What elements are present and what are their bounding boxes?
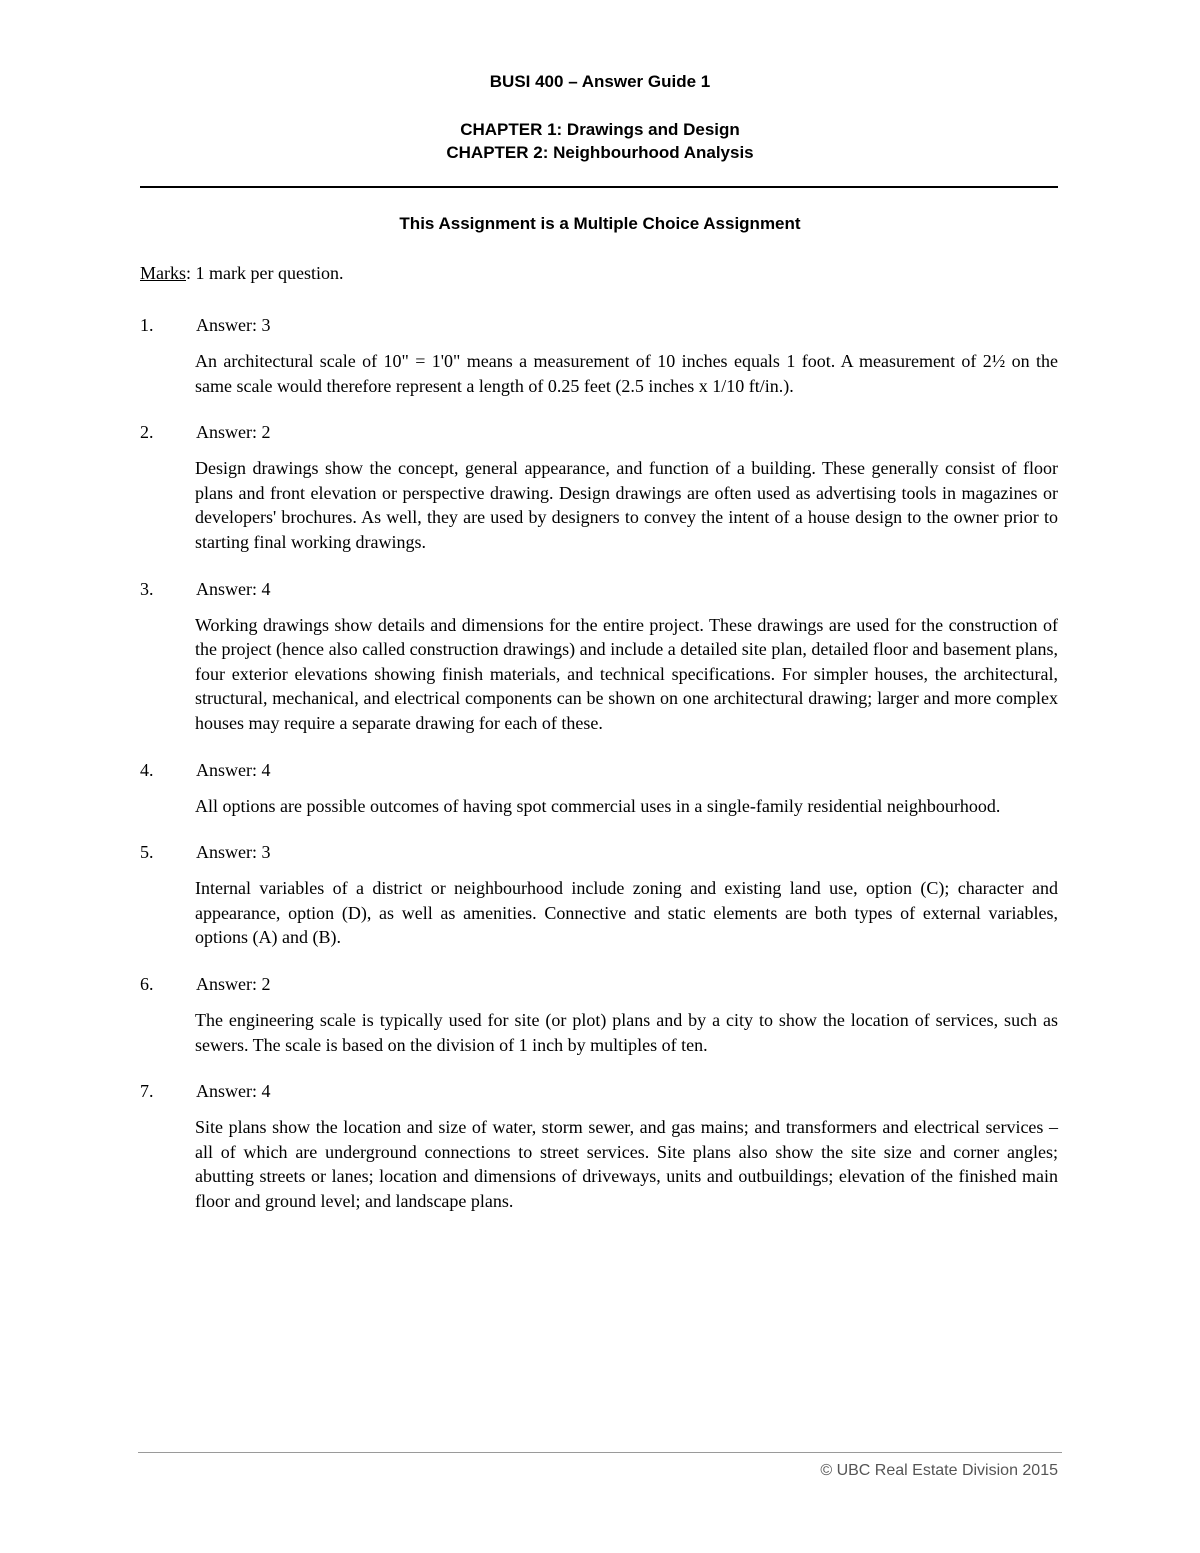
answer-item-6 (140, 972, 1058, 1057)
question-answer: Answer: 3 (196, 842, 271, 863)
question-answer: Answer: 4 (196, 1081, 271, 1102)
question-number: 2. (140, 422, 154, 443)
question-number: 1. (140, 315, 154, 335)
question-answer: Answer: 4 (196, 578, 271, 599)
marks-text: : 1 mark per question. (186, 263, 344, 283)
answer-explanation: Design drawings show the concept, general appearance, and function of a building. These generally consist of floor plans and front elevation or perspective drawing. Design drawings are often used as advertising tools in magazines or developers' brochures. As well, they are used by designers to convey the intent of a house design to the owner prior to starting final working drawings. (195, 458, 1058, 552)
answer-explanation: The engineering scale is typically used for site (or plot) plans and by a city to show the location of services, such as sewers. The scale is based on the division of 1 inch by multiples of ten. (195, 1009, 1058, 1055)
question-answer: Answer: 4 (196, 759, 271, 780)
chapter-1-heading: CHAPTER 1: Drawings and Design (460, 120, 740, 139)
answer-item-2 (140, 420, 1058, 554)
assignment-type-heading: This Assignment is a Multiple Choice Assignment (399, 214, 801, 233)
answer-item-1 (140, 313, 1058, 398)
question-answer: Answer: 2 (196, 973, 271, 994)
question-answer: Answer: 2 (196, 422, 271, 443)
answer-explanation: Site plans show the location and size of water, storm sewer, and gas mains; and transformers and electrical services – all of which are underground connections to street services. Site plans also show the site size and corner angles; abutting streets or lanes; location and dimensions of driveways, units and outbuildings; elevation of the finished main floor and ground level; and landscape plans. (195, 1117, 1058, 1211)
question-number: 6. (140, 973, 154, 994)
answer-explanation: Working drawings show details and dimensions for the entire project. These drawings are used for the construction of the project (hence also called construction drawings) and include a detailed site plan, detailed floor and basement plans, four exterior elevations showing finish materials, and technical specifications. For simpler houses, the architectural, structural, mechanical, and electrical components can be shown on one architectural drawing; larger and more complex houses may require a separate drawing for each of these. (195, 614, 1058, 733)
question-number: 4. (140, 759, 154, 780)
copyright-footer: © UBC Real Estate Division 2015 (820, 1462, 1058, 1479)
answer-item-5 (140, 840, 1058, 950)
answer-explanation: Internal variables of a district or neighbourhood include zoning and existing land use, option (C); character and appearance, option (D), as well as amenities. Connective and static elements are both types of external variables, options (A) and (B). (195, 878, 1058, 948)
header-divider (140, 186, 1058, 188)
answer-list (140, 313, 1058, 1235)
chapter-headings (0, 118, 1200, 164)
question-number: 3. (140, 578, 154, 599)
answer-item-4 (140, 758, 1058, 819)
chapter-2-heading: CHAPTER 2: Neighbourhood Analysis (446, 143, 754, 162)
answer-explanation: All options are possible outcomes of having spot commercial uses in a single-family residential neighbourhood. (195, 795, 1001, 816)
marks-label: Marks (140, 263, 186, 283)
question-answer: Answer: 3 (196, 315, 271, 335)
marks-line (140, 263, 343, 284)
footer-divider (138, 1452, 1062, 1453)
answer-item-3 (140, 577, 1058, 736)
answer-item-7 (140, 1079, 1058, 1213)
question-number: 5. (140, 842, 154, 863)
document-title: BUSI 400 – Answer Guide 1 (489, 72, 711, 91)
question-number: 7. (140, 1081, 154, 1102)
answer-explanation: An architectural scale of 10" = 1'0" means a measurement of 10 inches equals 1 foot. A measurement of 2½ on the same scale would therefore represent a length of 0.25 feet (2.5 inches x 1/10 ft/in.). (195, 351, 1058, 396)
